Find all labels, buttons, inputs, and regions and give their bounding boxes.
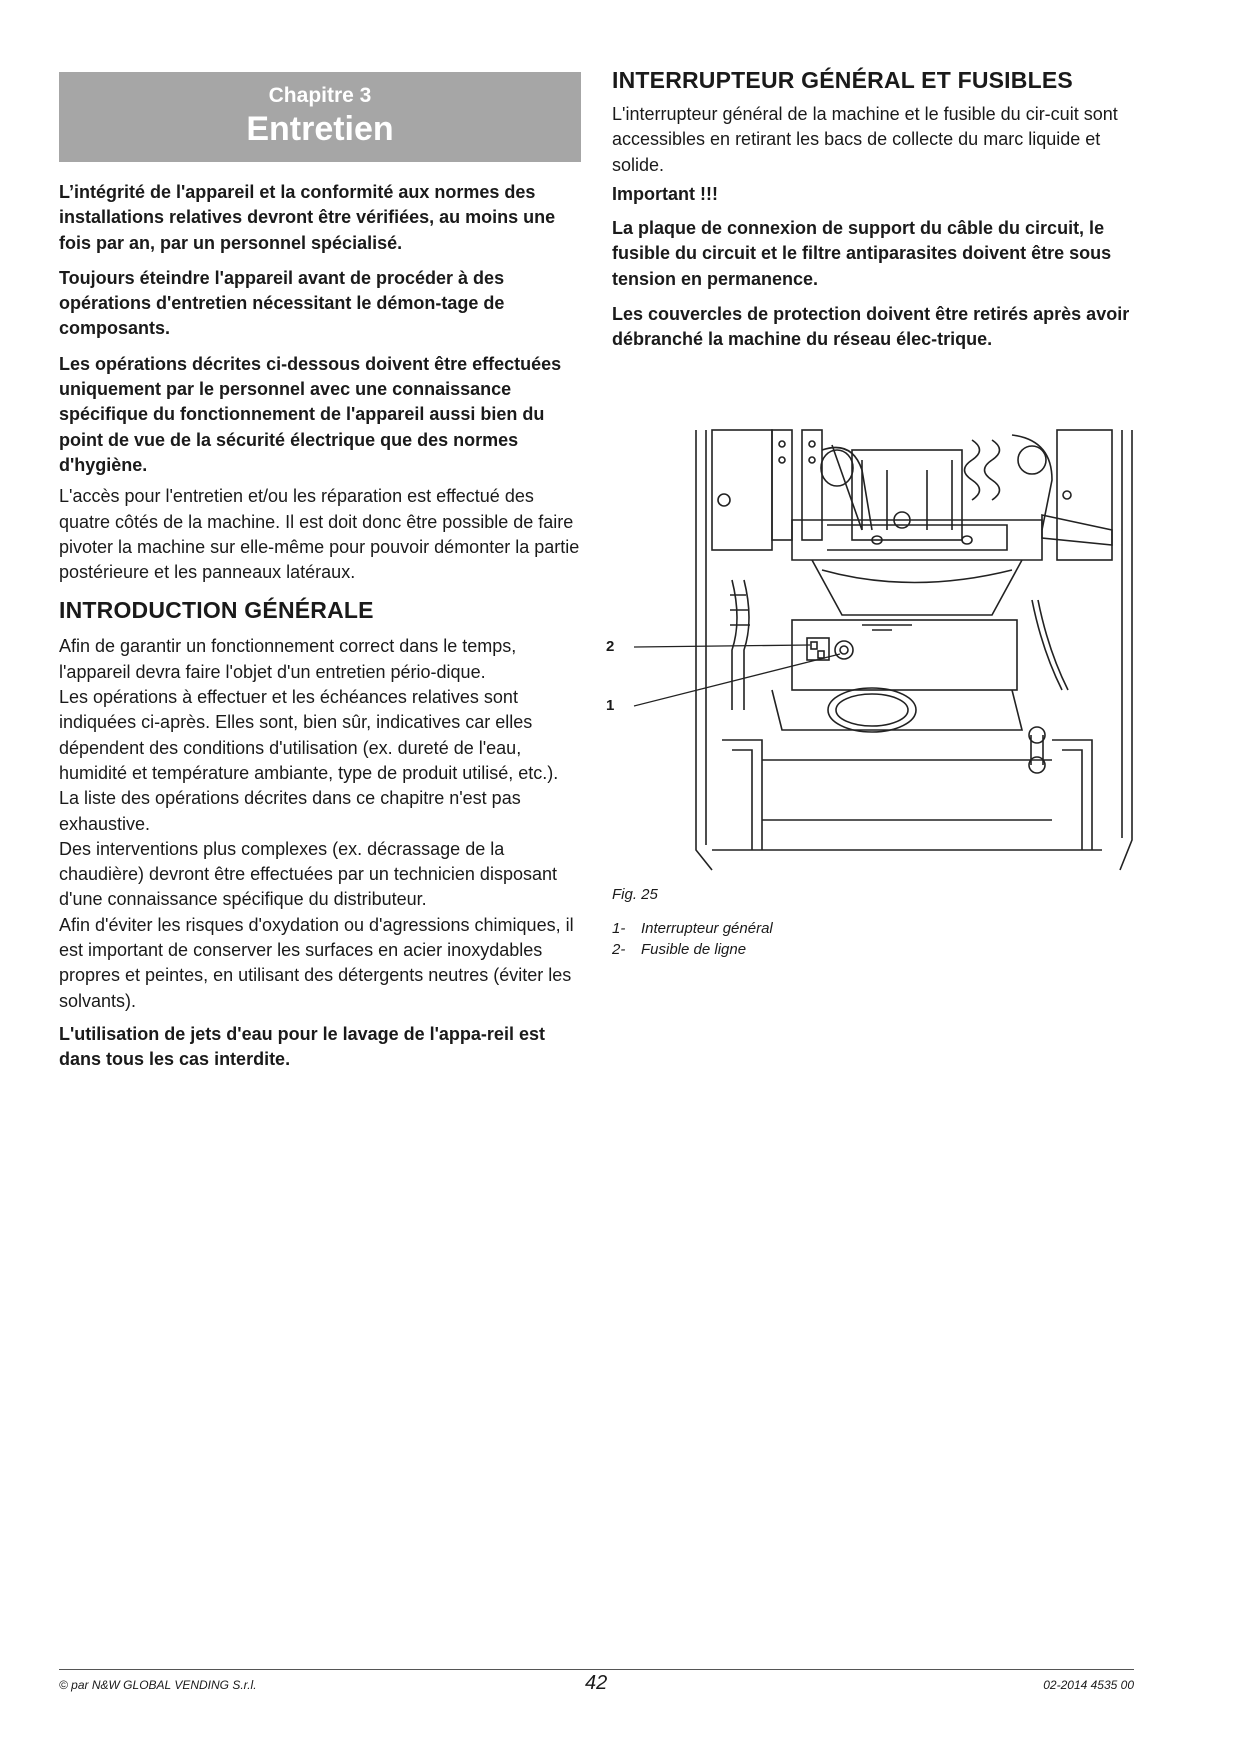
- machine-figure: [606, 420, 1142, 880]
- figure-label-2: 2: [606, 638, 615, 655]
- switch-paragraph-3: La plaque de connexion de support du câble du circuit, le fusible du circuit et le filtre antiparasites doivent être sous tension en permanence.: [612, 218, 1112, 289]
- body-paragraph-8: Des interventions plus complexes (ex. décrassage de la chaudière) devront être effectuées par un technicien disposant d'une connaissance spécifique du distributeur.: [59, 838, 557, 910]
- page-number: 42: [585, 1672, 608, 1694]
- body-paragraph-5: Afin de garantir un fonctionnement correct dans le temps, l'appareil devra faire l'objet d'un entretien pério-dique.: [59, 636, 517, 682]
- section-heading-switch-fuses: INTERRUPTEUR GÉNÉRAL ET FUSIBLES: [612, 67, 1073, 93]
- important-label: Important !!!: [612, 183, 718, 204]
- body-paragraph-6: Les opérations à effectuer et les échéances relatives sont indiquées ci-après. Elles sont, bien sûr, indicatives car elles dépendent des conditions d'utilisation (ex. dureté de l'eau, humidité et température ambiante, type de produit utilisé, etc.).: [59, 687, 559, 783]
- chapter-title: Entretien: [246, 110, 394, 148]
- footer-divider: [59, 1669, 1134, 1670]
- left-column: [59, 180, 581, 1073]
- legend-item: 2- Fusible de ligne: [612, 941, 747, 958]
- intro-paragraph-3: Les opérations décrites ci-dessous doivent être effectuées uniquement par le personnel avec une connaissance spécifique du fonctionnement de l'appareil aussi bien du point de vue de la sécurité électrique que des normes d'hygiène.: [59, 353, 562, 475]
- right-column: [612, 67, 1134, 353]
- figure-legend: [612, 918, 773, 960]
- chapter-number: Chapitre 3: [268, 84, 372, 107]
- footer-doc-code: 02-2014 4535 00: [1043, 1678, 1134, 1692]
- intro-paragraph-2: Toujours éteindre l'appareil avant de procéder à des opérations d'entretien nécessitant le démon-tage de composants.: [59, 267, 505, 339]
- warning-paragraph: L'utilisation de jets d'eau pour le lavage de l'appa-reil est dans tous les cas interdite.: [59, 1023, 545, 1070]
- body-paragraph-9: Afin d'éviter les risques d'oxydation ou d'agressions chimiques, il est important de conserver les surfaces en acier inoxydables propres et peintes, en utilisant des détergents neutres (éviter les solvants).: [59, 914, 574, 1011]
- figure-label-1: 1: [606, 697, 615, 714]
- body-paragraph-7: La liste des opérations décrites dans ce chapitre n'est pas exhaustive.: [59, 788, 521, 834]
- figure-caption: Fig. 25: [612, 886, 658, 903]
- section-heading-introduction: INTRODUCTION GÉNÉRALE: [59, 597, 374, 624]
- switch-paragraph-1: L'interrupteur général de la machine et le fusible du cir-cuit sont accessibles en retirant les bacs de collecte du marc liquide et solide.: [612, 104, 1118, 175]
- switch-paragraph-4: Les couvercles de protection doivent être retirés après avoir débranché la machine du réseau élec-trique.: [612, 304, 1130, 350]
- machine-drawing: [612, 420, 1142, 880]
- access-paragraph: L'accès pour l'entretien et/ou les réparation est effectué des quatre côtés de la machine. Il est doit donc être possible de faire pivoter la machine sur elle-même pour pouvoir démonter la partie postérieure et les panneaux latéraux.: [59, 486, 580, 583]
- chapter-header: [59, 72, 581, 162]
- footer-copyright: © par N&W GLOBAL VENDING S.r.l.: [59, 1678, 257, 1692]
- legend-item: 1- Interrupteur général: [612, 920, 773, 937]
- intro-paragraph-1: L’intégrité de l'appareil et la conformité aux normes des installations relatives devront être vérifiées, au moins une fois par an, par un personnel spécialisé.: [59, 182, 556, 253]
